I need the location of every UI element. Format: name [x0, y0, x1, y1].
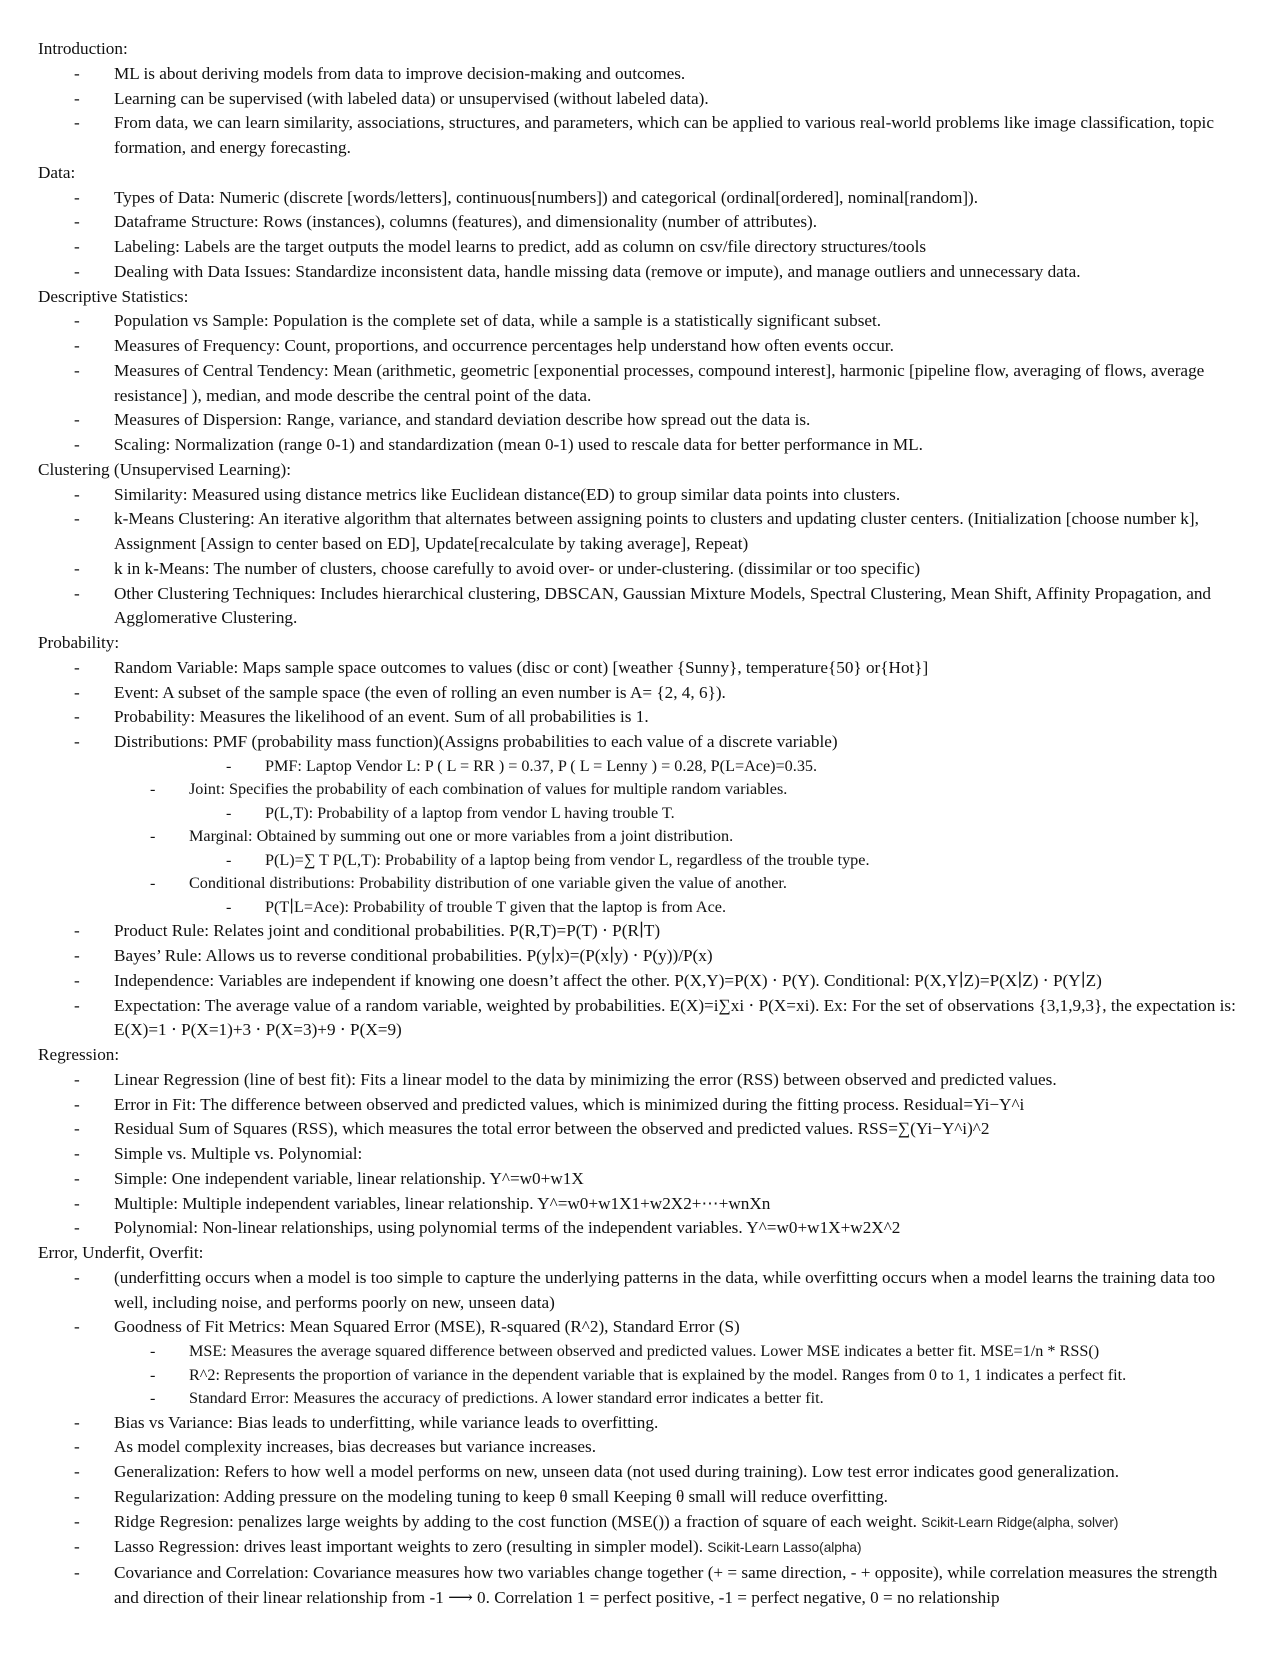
sub-sub-list-item: - P(L,T): Probability of a laptop from vendor L having trouble T. [38, 802, 1238, 826]
list-item: - Similarity: Measured using distance metrics like Euclidean distance(ED) to group similar data points into clusters. [38, 483, 1238, 508]
list-item: - Event: A subset of the sample space (the even of rolling an even number is A= {2, 4, 6}). [38, 681, 1238, 706]
ridge-code: Scikit-Learn Ridge(alpha, solver) [921, 1514, 1119, 1530]
list-item: - As model complexity increases, bias decreases but variance increases. [38, 1435, 1238, 1460]
sub-list-item: - Joint: Specifies the probability of each combination of values for multiple random variables. [38, 778, 1238, 802]
list-item: - Bayes’ Rule: Allows us to reverse conditional probabilities. P(y∣x)=(P(x∣y) ⋅ P(y))/P(x) [38, 944, 1238, 969]
list-item: - (underfitting occurs when a model is too simple to capture the underlying patterns in the data, while overfitting occurs when a model learns the training data too well, including noise, and performs poorly on new, unseen data) [38, 1266, 1238, 1316]
ridge-text: Ridge Regresion: penalizes large weights by adding to the cost function (MSE()) a fraction of square of each weight. [114, 1511, 917, 1531]
list-item: - Error in Fit: The difference between observed and predicted values, which is minimized during the fitting process. Residual=Yi−Y^i [38, 1093, 1238, 1118]
sub-list-item: - MSE: Measures the average squared difference between observed and predicted values. Lower MSE indicates a better fit. MSE=1/n * RSS() [38, 1340, 1238, 1364]
list-item: - Types of Data: Numeric (discrete [words/letters], continuous[numbers]) and categorical (ordinal[ordered], nominal[random]). [38, 186, 1238, 211]
section-heading-descriptive-statistics: Descriptive Statistics: [38, 286, 189, 306]
list-item: - Population vs Sample: Population is the complete set of data, while a sample is a statistically significant subset. [38, 309, 1238, 334]
list-item: - Multiple: Multiple independent variables, linear relationship. Y^=w0+w1X1+w2X2+⋯+wnXn [38, 1192, 1238, 1217]
regression-list [38, 1068, 1238, 1241]
list-item: - Regularization: Adding pressure on the modeling tuning to keep θ small Keeping θ small will reduce overfitting. [38, 1485, 1238, 1510]
descriptive-statistics-list [38, 309, 1238, 458]
sub-list-item: - Standard Error: Measures the accuracy of predictions. A lower standard error indicates a better fit. [38, 1387, 1238, 1411]
list-item: - Independence: Variables are independent if knowing one doesn’t affect the other. P(X,Y)=P(X) ⋅ P(Y). Conditional: P(X,Y∣Z)=P(X∣Z) ⋅ P(Y∣Z) [38, 969, 1238, 994]
sub-list-item: - R^2: Represents the proportion of variance in the dependent variable that is explained by the model. Ranges from 0 to 1, 1 indicates a perfect fit. [38, 1364, 1238, 1388]
list-item: - Measures of Frequency: Count, proportions, and occurrence percentages help understand how often events occur. [38, 334, 1238, 359]
section-heading-clustering: Clustering (Unsupervised Learning): [38, 459, 291, 479]
lasso-code: Scikit-Learn Lasso(alpha) [707, 1540, 862, 1556]
sub-list-item: - Marginal: Obtained by summing out one or more variables from a joint distribution. [38, 825, 1238, 849]
list-item: - Other Clustering Techniques: Includes hierarchical clustering, DBSCAN, Gaussian Mixture Models, Spectral Clustering, Mean Shift, Affinity Propagation, and Agglomerative Clustering. [38, 582, 1238, 632]
sub-sub-list-item: - P(T∣L=Ace): Probability of trouble T given that the laptop is from Ace. [38, 896, 1238, 920]
list-item: - Measures of Central Tendency: Mean (arithmetic, geometric [exponential processes, compound interest], harmonic [pipeline flow, averaging of flows, average resistance] ), median, and mode describe the central point of the data. [38, 359, 1238, 409]
list-item: - Polynomial: Non-linear relationships, using polynomial terms of the independent variables. Y^=w0+w1X+w2X^2 [38, 1216, 1238, 1241]
section-heading-regression: Regression: [38, 1045, 120, 1064]
list-item: - Generalization: Refers to how well a model performs on new, unseen data (not used during training). Low test error indicates good generalization. [38, 1460, 1238, 1485]
list-item: - Probability: Measures the likelihood of an event. Sum of all probabilities is 1. [38, 705, 1238, 730]
list-item: - Dealing with Data Issues: Standardize inconsistent data, handle missing data (remove or impute), and manage outliers and unnecessary data. [38, 260, 1238, 285]
list-item: - k-Means Clustering: An iterative algorithm that alternates between assigning points to clusters and updating cluster centers. (Initialization [choose number k], Assignment [Assign to center based on ED], Update[recalculate by taking average], Repeat) [38, 507, 1238, 557]
list-item: - Covariance and Correlation: Covariance measures how two variables change together (+ = same direction, - + opposite), while correlation measures the strength and direction of their linear relationship from -1 ⟶ 0. Correlation 1 = perfect positive, -1 = perfect negative, 0 = no relationship [38, 1561, 1238, 1611]
list-item: - Expectation: The average value of a random variable, weighted by probabilities. E(X)=i∑xi ⋅ P(X=xi). Ex: For the set of observations {3,1,9,3}, the expectation is: E(X)=1 ⋅ P(X=1)+3 ⋅ P(X=3)+9 ⋅ P(X=9) [38, 994, 1238, 1044]
section-heading-error-underfit-overfit: Error, Underfit, Overfit: [38, 1243, 204, 1262]
list-item: - Measures of Dispersion: Range, variance, and standard deviation describe how spread out the data is. [38, 408, 1238, 433]
list-item: - Residual Sum of Squares (RSS), which measures the total error between the observed and predicted values. RSS=∑(Yi−Y^i)^2 [38, 1117, 1238, 1142]
section-heading-data: Data: [38, 162, 76, 182]
data-list [38, 186, 1238, 285]
section-heading-probability: Probability: [38, 633, 120, 652]
list-item: - Dataframe Structure: Rows (instances), columns (features), and dimensionality (number of attributes). [38, 210, 1238, 235]
list-item: - From data, we can learn similarity, associations, structures, and parameters, which can be applied to various real-world problems like image classification, topic formation, and energy forecasting. [38, 111, 1238, 161]
list-item: - Product Rule: Relates joint and conditional probabilities. P(R,T)=P(T) ⋅ P(R∣T) [38, 919, 1238, 944]
list-item: - Scaling: Normalization (range 0-1) and standardization (mean 0-1) used to rescale data for better performance in ML. [38, 433, 1238, 458]
list-item: - Simple vs. Multiple vs. Polynomial: [38, 1142, 1238, 1167]
error-list [38, 1266, 1238, 1611]
list-item: - Simple: One independent variable, linear relationship. Y^=w0+w1X [38, 1167, 1238, 1192]
list-item-ridge [38, 1510, 1238, 1536]
introduction-list [38, 62, 1238, 161]
list-item: - Learning can be supervised (with labeled data) or unsupervised (without labeled data). [38, 87, 1238, 112]
sub-sub-list-item: - PMF: Laptop Vendor L: P ( L = RR ) = 0.37, P ( L = Lenny ) = 0.28, P(L=Ace)=0.35. [38, 755, 1238, 779]
sub-sub-list-item: - P(L)=∑ T P(L,T): Probability of a laptop being from vendor L, regardless of the trouble type. [38, 849, 1238, 873]
list-item: - Distributions: PMF (probability mass function)(Assigns probabilities to each value of a discrete variable) [38, 730, 1238, 755]
list-item-lasso [38, 1535, 1238, 1561]
list-item: - ML is about deriving models from data to improve decision-making and outcomes. [38, 62, 1238, 87]
list-item: - Random Variable: Maps sample space outcomes to values (disc or cont) [weather {Sunny}, temperature{50} or{Hot}] [38, 656, 1238, 681]
lasso-text: Lasso Regression: drives least important weights to zero (resulting in simpler model). [114, 1537, 704, 1557]
list-item: - Bias vs Variance: Bias leads to underfitting, while variance leads to overfitting. [38, 1411, 1238, 1436]
sub-list-item: - Conditional distributions: Probability distribution of one variable given the value of another. [38, 872, 1238, 896]
list-item: - Linear Regression (line of best fit): Fits a linear model to the data by minimizing the error (RSS) between observed and predicted values. [38, 1068, 1238, 1093]
section-heading-introduction: Introduction: [38, 39, 128, 58]
probability-list [38, 656, 1238, 1043]
clustering-list [38, 483, 1238, 632]
document [38, 37, 1238, 1611]
list-item: - Goodness of Fit Metrics: Mean Squared Error (MSE), R-squared (R^2), Standard Error (S) [38, 1315, 1238, 1340]
list-item: - Labeling: Labels are the target outputs the model learns to predict, add as column on csv/file directory structures/tools [38, 235, 1238, 260]
list-item: - k in k-Means: The number of clusters, choose carefully to avoid over- or under-clustering. (dissimilar or too specific) [38, 557, 1238, 582]
